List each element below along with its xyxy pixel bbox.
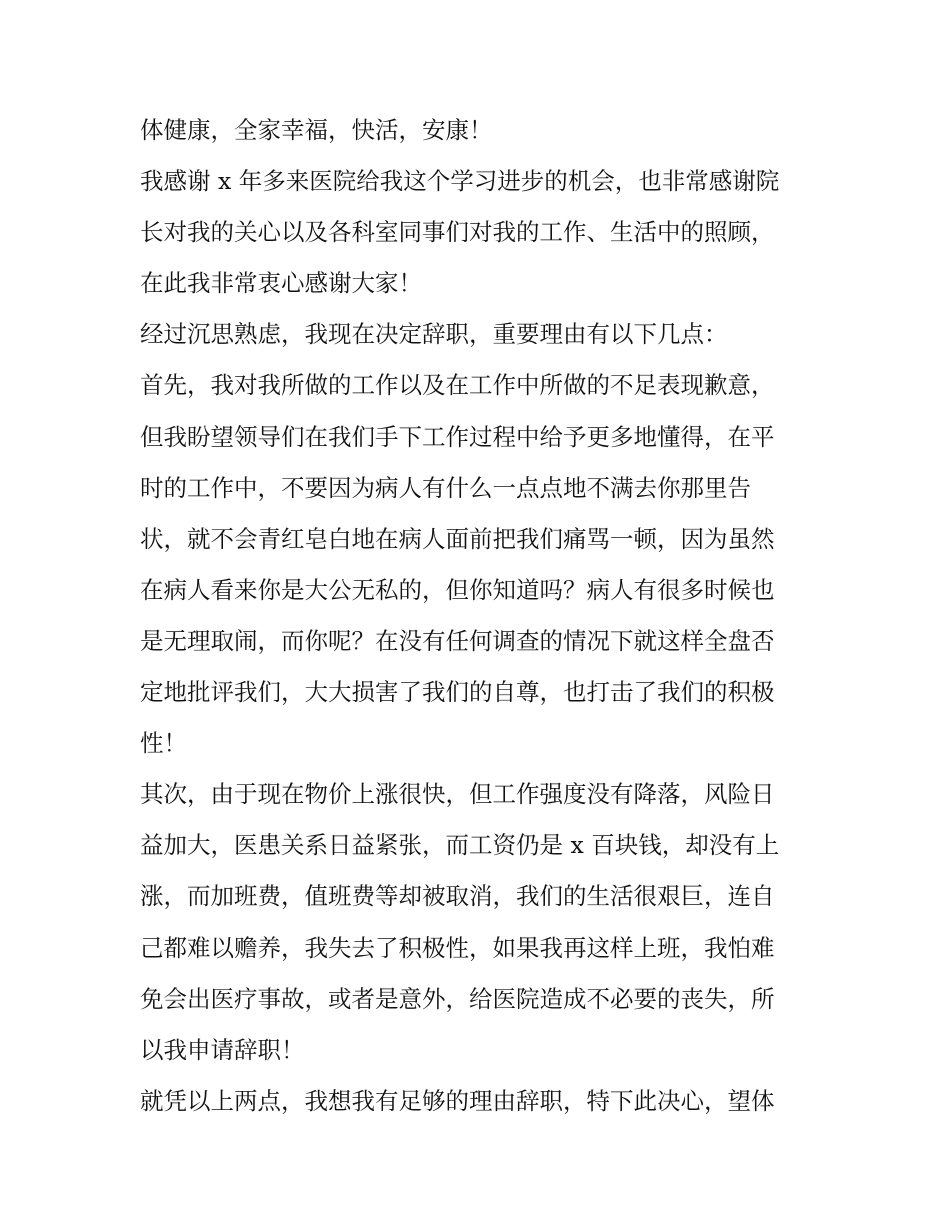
text-line: 我感谢 x 年多来医院给我这个学习进步的机会，也非常感谢院 xyxy=(140,167,780,196)
text-line: 以我申请辞职！ xyxy=(140,1035,305,1064)
text-line: 体健康，全家幸福，快活，安康！ xyxy=(140,116,493,144)
text-line: 在此我非常衷心感谢大家！ xyxy=(140,269,422,298)
text-line: 定地批评我们，大大损害了我们的自尊，也打击了我们的积极 xyxy=(140,678,775,707)
text-line: 就凭以上两点，我想我有足够的理由辞职，特下此决心，望体 xyxy=(140,1086,775,1115)
text-line: 涨，而加班费，值班费等却被取消，我们的生活很艰巨，连自 xyxy=(140,882,775,911)
text-line: 经过沉思熟虑，我现在决定辞职，重要理由有以下几点： xyxy=(140,320,728,349)
text-line: 首先，我对我所做的工作以及在工作中所做的不足表现歉意， xyxy=(140,371,775,400)
text-line: 长对我的关心以及各科室同事们对我的工作、生活中的照顾， xyxy=(140,218,775,247)
text-line: 在病人看来你是大公无私的，但你知道吗？病人有很多时候也 xyxy=(140,575,775,604)
text-line: 性！ xyxy=(140,729,187,758)
text-line: 时的工作中，不要因为病人有什么一点点地不满去你那里告 xyxy=(140,473,751,502)
text-line: 益加大，医患关系日益紧张，而工资仍是 x 百块钱，却没有上 xyxy=(140,831,780,860)
text-line: 其次，由于现在物价上涨很快，但工作强度没有降落，风险日 xyxy=(140,780,775,809)
letter-body xyxy=(140,105,820,1127)
text-line: 免会出医疗事故，或者是意外，给医院造成不必要的丧失，所 xyxy=(140,984,775,1013)
text-line: 己都难以赡养，我失去了积极性，如果我再这样上班，我怕难 xyxy=(140,933,775,962)
text-line: 但我盼望领导们在我们手下工作过程中给予更多地懂得，在平 xyxy=(140,422,775,451)
text-line: 是无理取闹，而你呢？在没有任何调查的情况下就这样全盘否 xyxy=(140,626,775,655)
text-line: 状，就不会青红皂白地在病人面前把我们痛骂一顿，因为虽然 xyxy=(140,524,775,553)
